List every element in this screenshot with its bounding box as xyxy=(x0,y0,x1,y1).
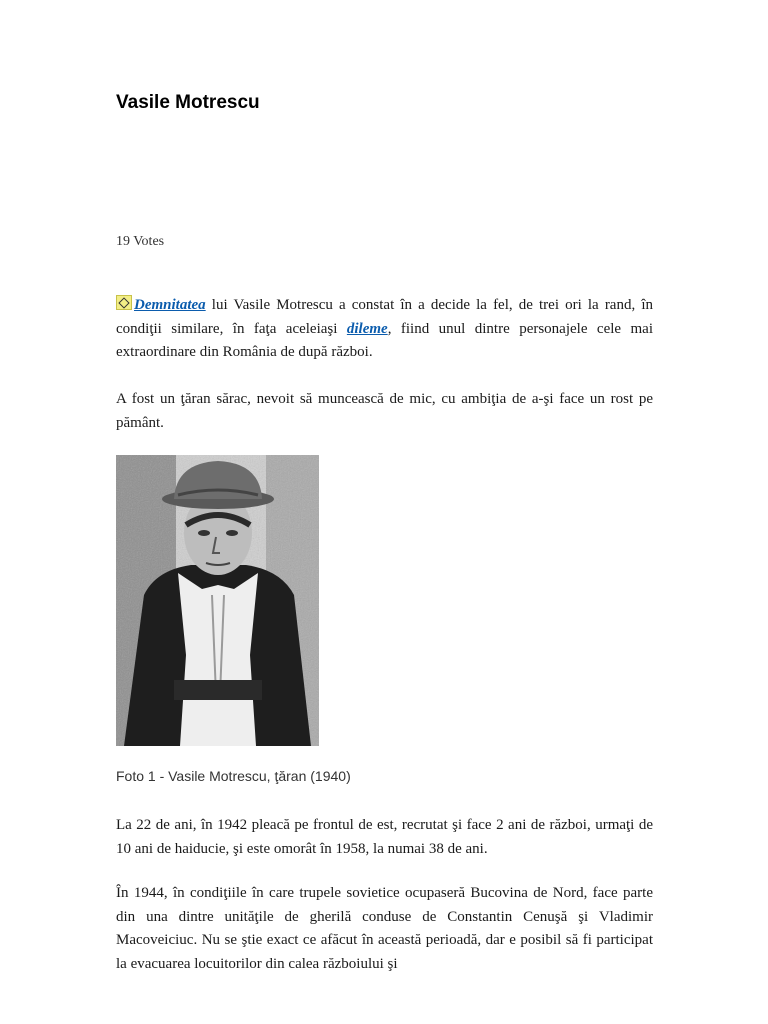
page-title: Vasile Motrescu xyxy=(116,92,260,113)
intro-text-2: , fiind unul dintre personajele cele mai extraordinare din România de după război. xyxy=(116,320,654,360)
portrait-photo xyxy=(116,455,319,746)
photo-caption: Foto 1 - Vasile Motrescu, ţăran (1940) xyxy=(116,768,351,784)
intro-paragraph xyxy=(116,294,653,365)
highlight-icon[interactable] xyxy=(116,295,132,310)
link-dileme[interactable]: dileme xyxy=(346,320,388,337)
paragraph-origin: A fost un ţăran sărac, nevoit să muncească de mic, cu ambiţia de a-şi face un rost pe pământ. xyxy=(116,391,653,431)
paragraph-war: La 22 de ani, în 1942 pleacă pe frontul de est, recrutat şi face 2 ani de război, urmaţi de 10 ani de haiducie, şi este omorât în 1958, la numai 38 de ani. xyxy=(116,817,653,857)
paragraph-1944: În 1944, în condiţiile în care trupele sovietice ocupaseră Bucovina de Nord, face parte din una dintre unităţile de gherilă conduse de Constantin Cenuşă şi Vladimir Macoveiciuc. Nu se ştie exact ce afăcut în această perioadă, dar e posibil să fi participat la evacuarea locuitorilor din calea războiului şi xyxy=(116,885,653,972)
votes-count: 19 Votes xyxy=(116,234,165,249)
link-demnitatea[interactable]: Demnitatea xyxy=(134,297,206,313)
intro-text-1: lui Vasile Motrescu a constat în a decide la fel, de trei ori la rand, în condiţii similare, în faţa aceleiaşi xyxy=(116,297,653,337)
